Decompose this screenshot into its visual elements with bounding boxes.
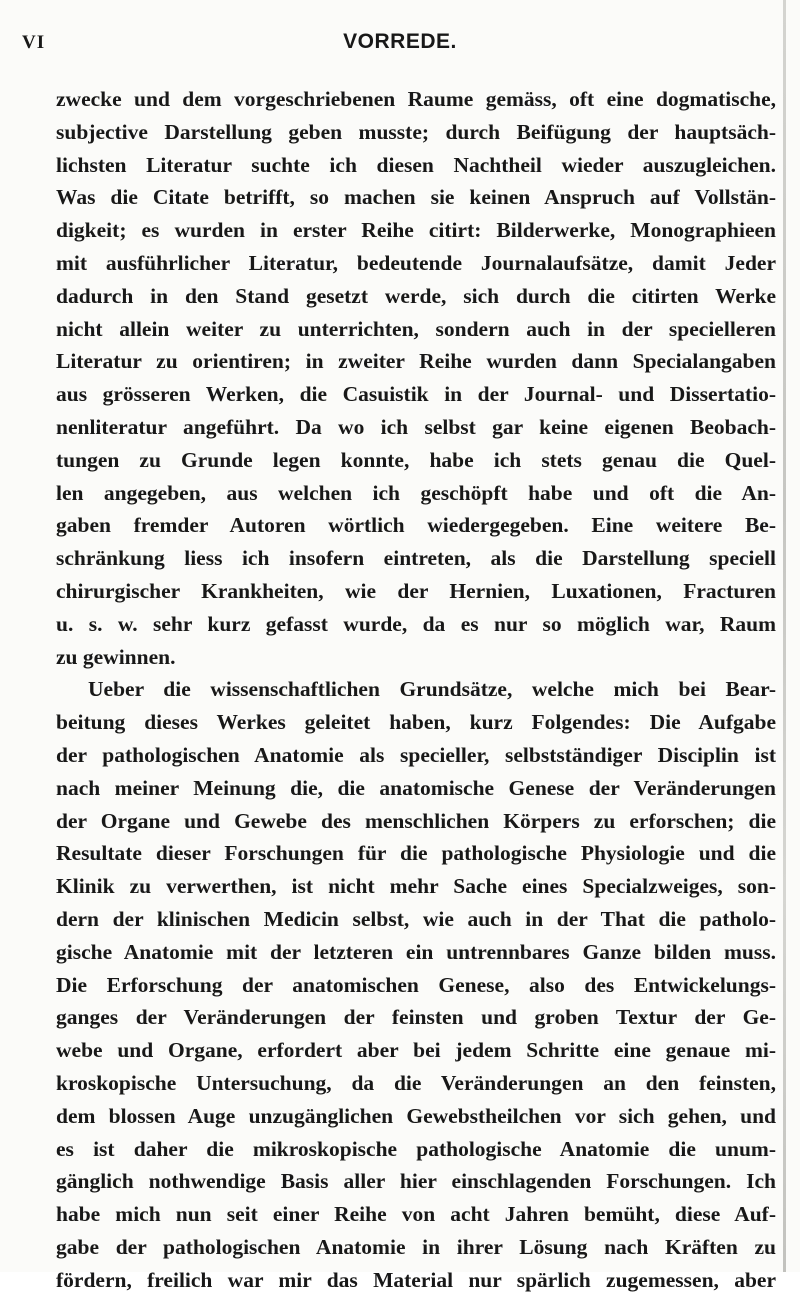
text-line: dern der klinischen Medicin selbst, wie auch in der That die patholo- [56, 906, 776, 931]
text-line: ganges der Veränderungen der feinsten und groben Textur der Ge- [56, 1005, 776, 1030]
text-line: tungen zu Grunde legen konnte, habe ich stets genau die Quel- [56, 447, 776, 472]
text-line: beitung dieses Werkes geleitet haben, kurz Folgendes: Die Aufgabe [56, 710, 776, 735]
text-line: gabe der pathologischen Anatomie in ihrer Lösung nach Kräften zu [56, 1234, 776, 1259]
text-line: der pathologischen Anatomie als specieller, selbstständiger Disciplin ist [56, 742, 776, 767]
text-line: Klinik zu verwerthen, ist nicht mehr Sache eines Specialzweiges, son- [56, 874, 776, 899]
text-line: gänglich nothwendige Basis aller hier einschlagenden Forschungen. Ich [56, 1169, 776, 1194]
text-line: schränkung liess ich insofern eintreten, als die Darstellung speciell [56, 546, 776, 571]
text-line: len angegeben, aus welchen ich geschöpft habe und oft die An- [56, 480, 776, 505]
text-line: der Organe und Gewebe des menschlichen Körpers zu erforschen; die [56, 808, 776, 833]
text-line: dadurch in den Stand gesetzt werde, sich durch die citirten Werke [56, 283, 776, 308]
text-line: aus grösseren Werken, die Casuistik in der Journal- und Dissertatio- [56, 382, 776, 407]
text-line: gaben fremder Autoren wörtlich wiedergegeben. Eine weitere Be- [56, 513, 776, 538]
text-line: kroskopische Untersuchung, da die Veränderungen an den feinsten, [56, 1070, 776, 1095]
page-edge-rule [783, 0, 786, 1272]
text-line: zwecke und dem vorgeschriebenen Raume gemäss, oft eine dogmatische, [56, 87, 776, 111]
page-number: VI [22, 32, 46, 53]
paragraph-start-line: Ueber die wissenschaftlichen Grundsätze, welche mich bei Bear- [88, 677, 776, 702]
body-text [56, 83, 776, 1296]
text-line: Die Erforschung der anatomischen Genese, also des Entwickelungs- [56, 972, 776, 997]
text-line: dem blossen Auge unzugänglichen Gewebstheilchen vor sich gehen, und [56, 1103, 776, 1128]
text-line: nicht allein weiter zu unterrichten, sondern auch in der specielleren [56, 316, 776, 341]
paragraph-end-line: zu gewinnen. [56, 644, 176, 669]
running-head: VORREDE. [343, 30, 457, 53]
text-line: lichsten Literatur suchte ich diesen Nachtheil wieder auszugleichen. [56, 152, 776, 177]
text-line: subjective Darstellung geben musste; durch Beifügung der hauptsäch- [56, 119, 776, 144]
text-line: mit ausführlicher Literatur, bedeutende Journalaufsätze, damit Jeder [56, 250, 776, 275]
text-line: Literatur zu orientiren; in zweiter Reihe wurden dann Specialangaben [56, 349, 776, 374]
text-line: habe mich nun seit einer Reihe von acht Jahren bemüht, diese Auf- [56, 1202, 776, 1227]
text-line: chirurgischer Krankheiten, wie der Hernien, Luxationen, Fracturen [56, 578, 776, 603]
text-line: webe und Organe, erfordert aber bei jedem Schritte eine genaue mi- [56, 1038, 776, 1063]
text-line: es ist daher die mikroskopische pathologische Anatomie die unum- [56, 1136, 776, 1161]
text-line: nenliteratur angeführt. Da wo ich selbst gar keine eigenen Beobach- [56, 414, 776, 439]
text-line: nach meiner Meinung die, die anatomische Genese der Veränderungen [56, 775, 776, 800]
text-line: Resultate dieser Forschungen für die pathologische Physiologie und die [56, 841, 776, 866]
text-line: gische Anatomie mit der letzteren ein untrennbares Ganze bilden muss. [56, 939, 776, 964]
text-line: Was die Citate betrifft, so machen sie keinen Anspruch auf Vollstän- [56, 185, 776, 210]
text-line: u. s. w. sehr kurz gefasst wurde, da es nur so möglich war, Raum [56, 611, 776, 636]
text-line: fördern, freilich war mir das Material nur spärlich zugemessen, aber [56, 1267, 776, 1292]
text-line: digkeit; es wurden in erster Reihe citirt: Bilderwerke, Monographieen [56, 218, 776, 243]
